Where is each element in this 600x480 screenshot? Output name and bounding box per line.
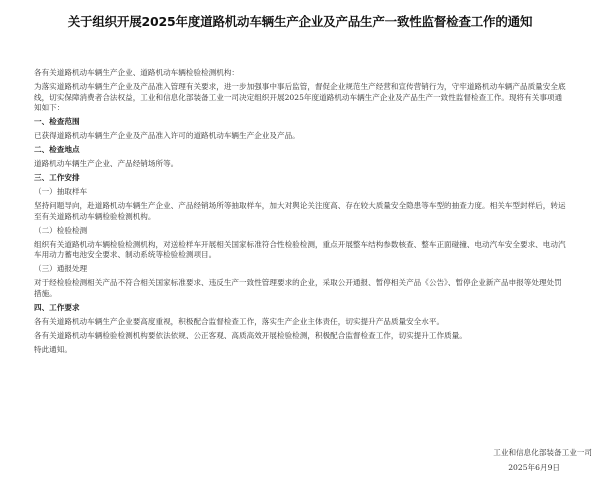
issue-date: 2025年6月9日 [508,463,560,472]
subsection-heading-handling: （三）通报处理 [34,264,88,274]
document-body [34,68,566,359]
subsection-heading-testing: （二）检验检测 [34,225,88,235]
issuer-name: 工业和信息化部装备工业一司 [493,448,592,457]
subsection-text-sampling: 坚持问题导向，赴道路机动车辆生产企业、产品经销场所等抽取样车，加大对舆论关注度高、存在较大质量安全隐患等车型的抽查力度。相关车型封样后，转运至有关道路机动车辆检验检测机构。 [34,201,566,221]
section-text-location: 道路机动车辆生产企业、产品经销场所等。 [34,159,179,169]
section-heading-arrangement: 三、工作安排 [34,173,80,183]
section-text-scope: 已获得道路机动车辆生产企业及产品准入许可的道路机动车辆生产企业及产品。 [34,131,300,141]
document-title: 关于组织开展2025年度道路机动车辆生产企业及产品生产一致性监督检查工作的通知 [67,14,533,29]
section-heading-location: 二、检查地点 [34,145,80,155]
requirement-manufacturers: 各有关道路机动车辆生产企业要高度重视，积极配合监督检查工作，落实生产企业主体责任，切实提升产品质量安全水平。 [34,316,445,326]
section-heading-requirements: 四、工作要求 [34,302,80,312]
requirement-testing-agencies: 各有关道路机动车辆检验检测机构要依法依规、公正客观、高质高效开展检验检测，积极配合监督检查工作，切实提升工作质量。 [34,330,467,340]
closing-remark: 特此通知。 [34,344,72,354]
subsection-text-handling: 对于经检验检测相关产品不符合相关国家标准要求、违反生产一致性管理要求的企业，采取公开通报、暂停相关产品《公告》、暂停企业新产品申报等处理处罚措施。 [34,278,562,298]
salutation: 各有关道路机动车辆生产企业、道路机动车辆检验检测机构： [34,68,240,77]
subsection-text-testing: 组织有关道路机动车辆检验检测机构，对送检样车开展相关国家标准符合性检验检测，重点开展整车结构参数核查、整车正面碰撞、电动汽车安全要求、电动汽车用动力蓄电池安全要求、制动系统等检验检测项目。 [34,239,566,260]
intro-paragraph: 为落实道路机动车辆生产企业及产品准入管理有关要求，进一步加强事中事后监管，督促企业规范生产经营和宣传营销行为，守牢道路机动车辆产品质量安全底线，切实保障消费者合法权益，工业和信息化部装备工业一司决定组织开展2025年度道路机动车辆生产企业及产品生产一致性监督检查工作。现将有关事项通知如下： [34,81,566,113]
signature-block [392,445,592,475]
subsection-heading-sampling: （一）抽取样车 [34,187,88,197]
section-heading-scope: 一、检查范围 [34,117,80,127]
